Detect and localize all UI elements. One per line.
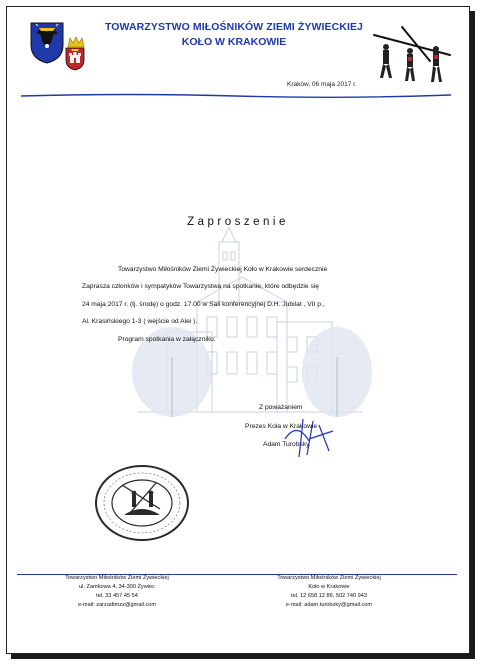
letter-line: Zaprasza członków i sympatyków Towarzystwa na spotkanie, które odbędzie się <box>82 283 320 291</box>
handwritten-signature-image <box>279 411 339 461</box>
letter-page <box>6 6 470 654</box>
footer-left-org: Towarzystwo Miłośników Ziemi Żywieckiej <box>65 575 169 581</box>
header-divider <box>21 93 451 99</box>
footer-left-phone: tel. 33 457 45 54 <box>96 593 138 599</box>
organization-name: TOWARZYSTWO MIŁOŚNIKÓW ZIEMI ŻYWIECKIEJ <box>104 21 364 33</box>
footer-left-address: ul. Zamkowa 4, 34-300 Żywiec <box>79 584 155 590</box>
zywiec-coat-of-arms-logo <box>30 22 64 64</box>
krakow-coat-of-arms-logo <box>65 47 85 71</box>
organization-stamp-image <box>94 463 190 543</box>
letter-line: Towarzystwo Miłośników Ziemi Żywieckiej Koło w Krakowie serdecznie <box>118 266 328 273</box>
folk-dancers-image <box>372 25 454 91</box>
signature-role: Prezes Koła w Krakowie <box>245 423 318 430</box>
footer-right-org: Towarzystwo Miłośników Ziemi Żywieckiej <box>277 575 381 581</box>
footer-right-email: e-mail: adam.turobsky@gmail.com <box>285 602 373 608</box>
footer-right-phone: tel. 12 658 12 86, 502 740 943 <box>291 593 367 599</box>
footer-right-contact <box>259 574 399 610</box>
letter-line: Program spotkania w załączniku. <box>118 335 216 343</box>
footer-left-contact <box>47 574 187 610</box>
signature-name: Adam Turobsky <box>263 441 310 448</box>
letter-line: Al. Krasińskiego 1-3 ( wejście od Alei ). <box>82 318 198 326</box>
letter-title: Zaproszenie <box>187 216 289 228</box>
letter-date: Kraków, 06 maja 2017 r. <box>287 81 357 88</box>
letter-body <box>82 261 422 348</box>
signature-closing: Z poważaniem <box>259 404 303 411</box>
organization-branch: KOŁO W KRAKOWIE <box>181 36 287 48</box>
footer-right-branch: Koło w Krakowie <box>308 584 350 590</box>
crown-icon <box>67 35 85 49</box>
letter-line: 24 maja 2017 r. (tj. środę) o godz. 17.00 w Sali konferencyjnej D.H. Jubilat , VII p., <box>82 300 325 308</box>
footer-left-email: e-mail: zarzadtmzz@gmail.com <box>77 602 157 608</box>
